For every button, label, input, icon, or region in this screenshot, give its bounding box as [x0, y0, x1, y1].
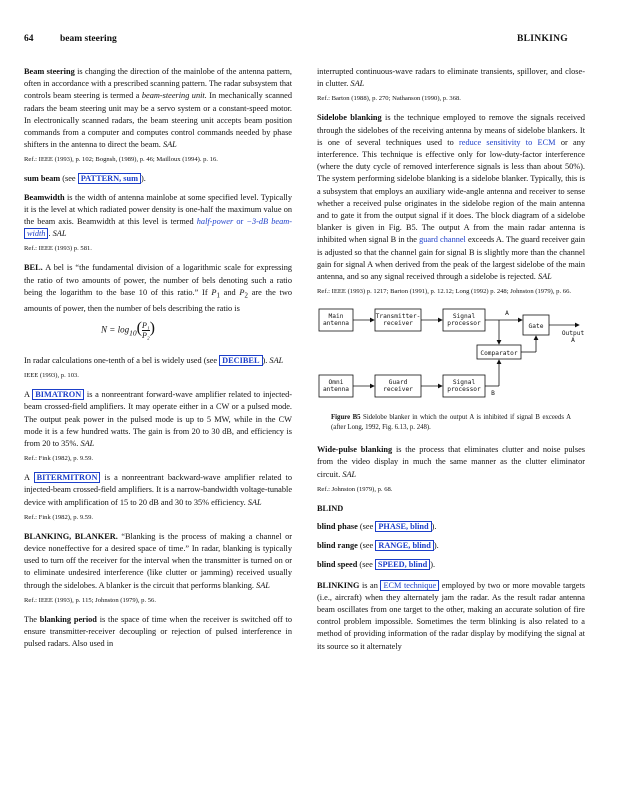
reference: Ref.: Fink (1982), p. 9.59.	[24, 455, 94, 463]
crossref-link[interactable]: BIMATRON	[32, 389, 84, 400]
figure-caption: Figure B5 Sidelobe blanker in which the output A is inhibited if signal B exceeds A (after Long, 1992, Fig. 6.13, p. 248).	[331, 414, 571, 431]
crossref-link[interactable]: RANGE, blind	[375, 540, 434, 551]
reference: Ref.: IEEE (1993), p. 115; Johnston (1979), p. 56.	[24, 596, 156, 604]
crossref-link[interactable]: SPEED, blind	[375, 559, 430, 570]
reference: Ref.: Barton (1988), p. 270; Nathanson (1990), p. 368.	[317, 95, 461, 103]
page-header	[24, 34, 568, 46]
entry-blind-speed: blind speed (see SPEED, blind ).	[317, 560, 436, 570]
page-number: 64	[24, 34, 34, 44]
entry-wide-pulse-blanking: Wide-pulse blanking is the process that eliminates clutter and noise pulses from the video display in much the same manner as the clutter eliminator circuit. SAL	[317, 445, 585, 479]
entry-sidelobe-blanking: Sidelobe blanking is the technique employed to remove the signals received through the sidelobes of the receiving antenna by means of sidelobe blankers. It is one of several techniques used to reduce sensitivity to ECM or any interference. This technique is effective only for low-duty-factor interference (where the duty cycle of removed interference signals is less than about 50%). The system performing sidelobe blanking is a sidelobe blanker. Typically, this is a subsystem that employs an auxiliary wide-angle antenna and receiver to sense whether a received pulse originates in the sidelobe region of the main antenna and to gate it from the output signal if it does. The block diagram of a sidelobe blanker is given in Fig. B5. The output A from the main radar antenna is inhibited when signal B in the guard channel exceeds A. The guard receiver gain is adjusted so that the channel gain for signal B is slightly more than the channel gain for signal A when derived from the peak of the largest sidelobe of the main antenna, and so any signal received through a sidelobe is rejected. SAL	[317, 113, 586, 282]
term-link[interactable]: −3-dB beam-	[246, 217, 292, 227]
reference: IEEE (1993), p. 103.	[24, 372, 79, 380]
entry-bel-cont: In radar calculations one-tenth of a bel is widely used (see DECIBEL ). SAL	[24, 355, 284, 365]
reference: Ref.: Johnston (1979), p. 68.	[317, 485, 393, 493]
signal-processor-2-label: Signal processor	[447, 379, 481, 394]
signal-processor-1-label: Signal processor	[447, 313, 481, 328]
entry-blanking: BLANKING, BLANKER. “Blanking is the process of making a channel or device noneffective for a desired space of time.” In radar, blanking is typically used to turn off the receiver for the interval when the transmitter is turned on or to eliminate undesired interference (like clutter or jamming) received usually through the sidelobes. A blanker is the circuit that performs blanking. SAL	[24, 531, 292, 590]
term-link[interactable]: guard channel	[419, 235, 466, 245]
reference: Ref.: IEEE (1993), p. 102; Bognsh, (1989), p. 46; Mailloux (1994). p. 16.	[24, 156, 218, 164]
comparator-label: Comparator	[480, 350, 518, 358]
entry-bel: BEL. A bel is “the fundamental division of a logarithmic scale for expressing the ratio of two amounts of power, the number of bels denoting such a ratio being the logarithm to the base 10 of this ratio.” If $P_1$ and $P_2$ are the two amounts of power, then the number of bels describing the ratio is	[24, 263, 292, 313]
crossref-link[interactable]: PATTERN, sum	[78, 173, 141, 184]
entry-blinking: BLINKING is an ECM technique employed by two or more movable targets (i.e., aircraft) when they alternately jam the radar. As the result radar antenna beam oscillates from one target to the other, making an accurate solution of fire control problem impossible. Sometimes the term blinking is also related to a method of providing information of the radar display by modifying the signal at its source so it alternately	[317, 580, 585, 651]
section-heading-blind: BLIND	[317, 503, 344, 513]
crossref-link[interactable]: ECM technique	[380, 580, 439, 591]
main-antenna-label: Main antenna	[322, 313, 350, 328]
transmitter-receiver-label: Transmitter-receiver	[375, 313, 421, 328]
sidelobe-blanker-diagram	[317, 305, 585, 405]
reference: Ref.: IEEE (1993) p. 581.	[24, 245, 92, 253]
entry-beam-steering: Beam steering is changing the direction of the mainlobe of the antenna pattern, often in accordance with a prescribed scanning pattern. The radar subsystem that controls beam steering is termed a beam-steering unit. In mechanically scanned radars the beam steering unit may be a servo system or a constant-speed motor. In electronically scanned radars, the beam steering unit accepts beam position commands from a computer and computes control commands needed by phase shifters in the antenna to direct the beam. SAL	[24, 67, 293, 150]
crossref-link[interactable]: BITERMITRON	[34, 472, 101, 483]
term-link[interactable]: reduce sensitivity to ECM	[459, 137, 556, 147]
output-label: Output A	[561, 330, 585, 345]
signal-a-label: A	[505, 310, 509, 318]
entry-blind-range: blind range (see RANGE, blind ).	[317, 541, 439, 551]
entry-blanking-period: The blanking period is the space of time when the receiver is switched off to ensure transmitter-receiver decoupling or rejection of pulsed interference in pulsed radars. Also used in	[24, 614, 292, 649]
entry-sum-beam: sum beam (see PATTERN, sum ).	[24, 174, 146, 184]
entry-blanking-period-cont: interrupted continuous-wave radars to eliminate transients, spillover, and close-in clutter. SAL	[317, 67, 585, 89]
term-link[interactable]: half-power	[196, 217, 234, 227]
running-section: beam steering	[60, 34, 117, 44]
entry-bitermitron: A BITERMITRON is a nonreentrant backward-wave amplifier related to injected-beam crossed-field amplifiers. It is a narrow-bandwidth voltage-tunable device with amplification of 15 to 20 dB and 30 to 35% efficiency. SAL	[24, 473, 293, 507]
bel-formula: $N = \log_{10}$( $\frac{\text{P₁}}{\text{P₂}}$ )	[101, 319, 155, 340]
crossref-link[interactable]: DECIBEL	[219, 355, 262, 366]
term-link[interactable]: width	[24, 228, 48, 239]
guard-receiver-label: Guard receiver	[383, 379, 413, 394]
reference: Ref.: IEEE (1993) p. 1217; Barton (1991), p. 12.12; Long (1992) p. 248; Johnston (1979), p. 66.	[317, 288, 572, 296]
running-head-right: BLINKING	[517, 34, 568, 44]
left-column	[24, 66, 292, 654]
diagram-svg	[317, 305, 585, 405]
omni-antenna-label: Omni antenna	[322, 379, 350, 394]
entry-bimatron: A BIMATRON is a nonreentrant forward-wave amplifier related to injected-beam crossed-field amplifiers. It may operate either in a CW or a pulsed mode. The output peak power in the pulsed mode is up to 5 MW, while in the CW mode it is a few hundred watts. The gain is from 20 to 30 dB, and efficiency is from 20 to 35%. SAL	[24, 390, 293, 448]
entry-blind-phase: blind phase (see PHASE, blind ).	[317, 522, 437, 532]
signal-b-label: B	[491, 390, 495, 398]
crossref-link[interactable]: PHASE, blind	[375, 521, 431, 532]
reference: Ref.: Fink (1982), p. 9.59.	[24, 513, 94, 521]
entry-beamwidth: Beamwidth is the width of antenna mainlobe at some specified level. Typically it is the level at which radiated power density is one-half the maximum value on the beam axis. Beamwidth at this level is termed half-power or −3-dB beam- width . SAL	[24, 192, 292, 239]
gate-label: Gate	[528, 323, 544, 331]
right-column	[317, 66, 585, 657]
